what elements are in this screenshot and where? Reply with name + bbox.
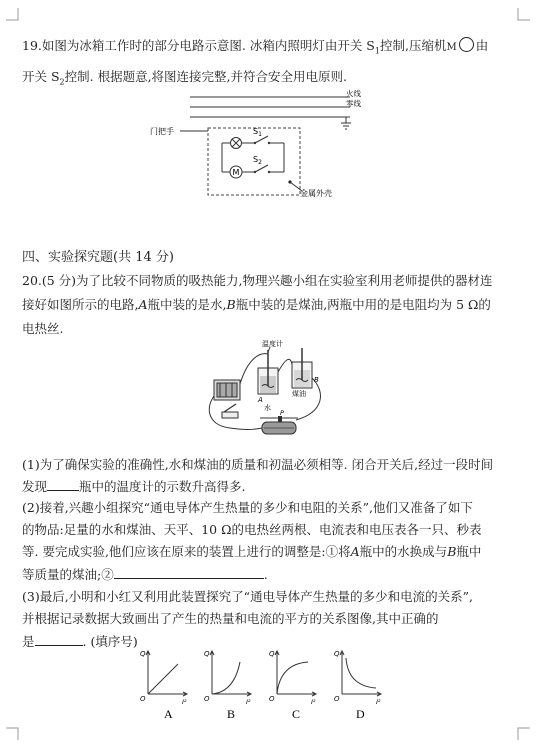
svg-text:Q: Q bbox=[140, 650, 146, 658]
q20-text: 瓶中 bbox=[456, 544, 482, 559]
graph-a-label: A bbox=[164, 707, 173, 721]
svg-text:Q: Q bbox=[269, 650, 275, 658]
motor-symbol-label: M bbox=[446, 42, 457, 53]
answer-blank-2[interactable] bbox=[114, 566, 264, 579]
graph-c bbox=[269, 650, 316, 721]
svg-text:M: M bbox=[232, 168, 240, 177]
bottle-a-ref: A bbox=[138, 297, 148, 312]
circle-icon bbox=[459, 37, 474, 52]
fridge-circuit-figure bbox=[150, 88, 380, 200]
graph-c-label: C bbox=[292, 707, 301, 721]
thermometer-label: 温度计 bbox=[262, 340, 283, 348]
graph-b bbox=[204, 650, 251, 721]
subscript: 1 bbox=[374, 46, 380, 56]
switch-s2-icon bbox=[254, 165, 270, 173]
q20-p1-line-1: (1)为了确保实验的准确性,水和煤油的质量和初温必须相等. 闭合开关后,经过一段时间 bbox=[22, 457, 494, 472]
q19-text: 19.如图为冰箱工作时的部分电路示意图. 冰箱内照明灯由开关 S bbox=[22, 38, 375, 53]
metal-case-label: 金属外壳 bbox=[300, 189, 332, 198]
ground-icon bbox=[341, 117, 351, 129]
bottle-b-ref: B bbox=[226, 297, 236, 312]
q20-p2-line-2: 的物品:足量的水和煤油、天平、10 Ω的电热丝两根、电流表和电压表各一只、秒表 bbox=[22, 522, 482, 537]
apparatus-figure bbox=[200, 338, 330, 446]
q20-text: 是 bbox=[22, 634, 35, 649]
q20-line-2 bbox=[22, 297, 491, 313]
switch-s1-label: $S_1$ bbox=[253, 127, 262, 138]
svg-text:O: O bbox=[334, 695, 340, 703]
graph-b-label: B bbox=[227, 707, 236, 721]
answer-blank-3[interactable] bbox=[35, 633, 83, 646]
q20-p2-line-4 bbox=[22, 566, 268, 583]
bottle-b-icon bbox=[292, 348, 312, 388]
q20-text: 瓶中的水换成与 bbox=[359, 544, 448, 559]
neutral-label: 零线 bbox=[346, 99, 361, 108]
q20-p1-line-2 bbox=[22, 478, 246, 495]
q20-text: 等. 要完成实验,他们应该在原来的装置上进行的调整是:①将 bbox=[22, 544, 351, 559]
slider-label: P bbox=[280, 409, 284, 417]
switch-s2-label: $S_2$ bbox=[253, 155, 262, 166]
q19-text: 控制. 根据题意,将图连接完整,并符合安全用电原则. bbox=[64, 69, 348, 84]
water-label: 水 bbox=[264, 404, 271, 412]
q19-text: 由 bbox=[475, 38, 489, 53]
subscript: 2 bbox=[59, 77, 65, 87]
q19-text: 开关 S bbox=[22, 69, 60, 84]
svg-text:Q: Q bbox=[334, 650, 340, 658]
kerosene-label: 煤油 bbox=[292, 390, 306, 398]
svg-text:O: O bbox=[204, 695, 210, 703]
bottle-a-icon bbox=[258, 350, 278, 394]
bottle-a-label: A bbox=[258, 396, 263, 404]
svg-text:Q: Q bbox=[204, 650, 210, 658]
graph-d-label: D bbox=[356, 707, 365, 721]
q20-text: . bbox=[263, 567, 268, 582]
q20-text: . (填序号) bbox=[82, 634, 138, 649]
q20-p3-line-2: 并根据记录数据大致画出了产生的热量和电流的平方的关系图像,其中正确的 bbox=[22, 611, 439, 626]
graph-a bbox=[140, 650, 187, 721]
bottle-a-ref: A bbox=[350, 544, 360, 559]
svg-text:I²: I² bbox=[246, 698, 251, 706]
q20-p2-line-3 bbox=[22, 544, 481, 560]
q20-text: 瓶中的温度计的示数升高得多. bbox=[79, 479, 246, 494]
q20-text: 瓶中装的是煤油,两瓶中用的是电阻均为 5 Ω的 bbox=[235, 297, 491, 312]
svg-text:I²: I² bbox=[376, 698, 381, 706]
svg-text:I²: I² bbox=[182, 698, 187, 706]
q20-line-1: 20.(5 分)为了比较不同物质的吸热能力,物理兴趣小组在实验室利用老师提供的器材连 bbox=[22, 273, 493, 288]
bottle-b-label: B bbox=[314, 376, 319, 384]
q20-text: 发现 bbox=[22, 479, 48, 494]
switch-icon bbox=[222, 404, 238, 418]
q19-line-1 bbox=[22, 37, 488, 60]
q20-p3-line-3 bbox=[22, 633, 138, 650]
q19-text: 控制,压缩机 bbox=[379, 38, 447, 53]
q20-text: 等质量的煤油;② bbox=[22, 567, 114, 582]
answer-blank-1[interactable] bbox=[47, 478, 79, 491]
svg-text:O: O bbox=[140, 695, 146, 703]
section-title: 四、实验探究题(共 14 分) bbox=[22, 250, 174, 265]
switch-s1-icon bbox=[254, 136, 270, 144]
q20-text: 瓶中装的是水, bbox=[147, 297, 227, 312]
bottle-b-ref: B bbox=[447, 544, 457, 559]
graph-options bbox=[130, 646, 390, 724]
lamp-icon bbox=[231, 138, 242, 149]
battery-icon bbox=[214, 380, 240, 400]
q20-text: 接好如图所示的电路, bbox=[22, 297, 139, 312]
q20-p2-line-1: (2)接着,兴趣小组探究“通电导体产生热量的多少和电阻的关系”,他们又准备了如下 bbox=[22, 500, 473, 515]
rheostat-icon bbox=[260, 416, 298, 434]
svg-text:O: O bbox=[269, 695, 275, 703]
motor-icon bbox=[230, 166, 242, 178]
q20-line-3: 电热丝. bbox=[22, 321, 64, 336]
live-label: 火线 bbox=[346, 89, 361, 98]
door-handle-label: 门把手 bbox=[150, 127, 174, 136]
graph-d bbox=[334, 650, 381, 721]
svg-text:I²: I² bbox=[311, 698, 316, 706]
q20-p3-line-1: (3)最后,小明和小红又利用此装置探究了“通电导体产生热量的多少和电流的关系”, bbox=[22, 589, 473, 604]
